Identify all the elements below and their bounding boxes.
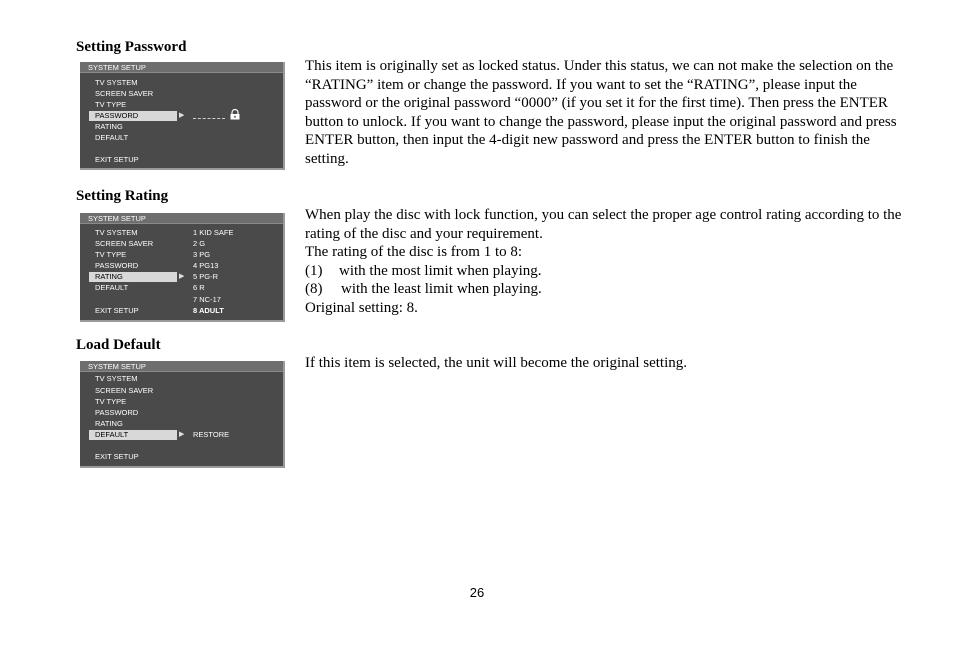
rating-description xyxy=(305,206,917,318)
menu-title: SYSTEM SETUP xyxy=(80,62,283,73)
rating-option: 7 NC-17 xyxy=(193,295,221,304)
rating-option: 1 KID SAFE xyxy=(193,228,234,237)
menu-item-rating: RATING xyxy=(89,272,177,282)
menu-item-screen-saver: SCREEN SAVER xyxy=(95,386,154,395)
menu-item-exit-setup: EXIT SETUP xyxy=(95,306,139,315)
password-menu-screenshot xyxy=(80,62,285,170)
menu-item-default: DEFAULT xyxy=(95,133,129,142)
page-number: 26 xyxy=(469,585,485,600)
rating-line-2: The rating of the disc is from 1 to 8: xyxy=(305,244,523,261)
password-input-dashes xyxy=(193,109,225,119)
rating-option: 5 PG-R xyxy=(193,272,219,281)
rating-option: 3 PG xyxy=(193,250,211,259)
arrow-right-icon: ▶ xyxy=(179,112,185,119)
menu-item-exit-setup: EXIT SETUP xyxy=(95,155,139,164)
rating-option: 2 G xyxy=(193,239,206,248)
password-text: This item is originally set as locked status. Under this status, we can not make the selection on the “RATING” item or change the password. If you want to set the “RATING”, please input the password or the original password “0000” (if you set it for the first time). Then press the ENTER button to unlock. If you want to change the password, please input the original password and press ENTER button, then input the 4-digit new password and press the ENTER button to finish the setting. xyxy=(305,58,897,167)
rating-list-item xyxy=(305,280,917,299)
menu-item-exit-setup: EXIT SETUP xyxy=(95,452,139,461)
menu-item-tv-system: TV SYSTEM xyxy=(95,228,138,237)
menu-title: SYSTEM SETUP xyxy=(80,213,283,224)
menu-item-default: DEFAULT xyxy=(95,283,129,292)
menu-item-tv-system: TV SYSTEM xyxy=(95,374,138,383)
menu-item-screen-saver: SCREEN SAVER xyxy=(95,89,154,98)
menu-item-tv-type: TV TYPE xyxy=(95,397,127,406)
heading-setting-password: Setting Password xyxy=(76,39,187,55)
menu-item-default: DEFAULT xyxy=(89,430,177,440)
rating-line-1: When play the disc with lock function, you can select the proper age control rating according to the rating of the disc and your requirement. xyxy=(305,207,902,242)
arrow-right-icon: ▶ xyxy=(179,431,185,438)
heading-load-default: Load Default xyxy=(76,337,161,353)
list-number: (8) xyxy=(305,281,323,298)
password-description xyxy=(305,57,917,169)
list-text: with the most limit when playing. xyxy=(339,262,542,279)
lock-icon xyxy=(229,109,241,120)
restore-option: RESTORE xyxy=(193,430,230,439)
menu-title: SYSTEM SETUP xyxy=(80,361,283,372)
heading-setting-rating: Setting Rating xyxy=(76,188,169,204)
rating-list-item xyxy=(305,262,917,281)
menu-item-rating: RATING xyxy=(95,122,123,131)
arrow-right-icon: ▶ xyxy=(179,273,185,280)
menu-item-tv-type: TV TYPE xyxy=(95,100,127,109)
default-text: If this item is selected, the unit will become the original setting. xyxy=(305,355,687,371)
default-description xyxy=(305,354,917,373)
rating-menu-screenshot xyxy=(80,213,285,322)
rating-option-selected: 8 ADULT xyxy=(193,306,224,315)
menu-item-screen-saver: SCREEN SAVER xyxy=(95,239,154,248)
rating-option: 4 PG13 xyxy=(193,261,219,270)
rating-option: 6 R xyxy=(193,283,205,292)
menu-item-password: PASSWORD xyxy=(95,261,139,270)
default-menu-screenshot xyxy=(80,361,285,468)
menu-item-tv-system: TV SYSTEM xyxy=(95,78,138,87)
list-number: (1) xyxy=(305,262,323,279)
menu-item-password: PASSWORD xyxy=(89,111,177,121)
menu-item-password: PASSWORD xyxy=(95,408,139,417)
menu-item-tv-type: TV TYPE xyxy=(95,250,127,259)
list-text: with the least limit when playing. xyxy=(341,281,542,298)
menu-item-rating: RATING xyxy=(95,419,123,428)
rating-line-3: Original setting: 8. xyxy=(305,299,418,316)
